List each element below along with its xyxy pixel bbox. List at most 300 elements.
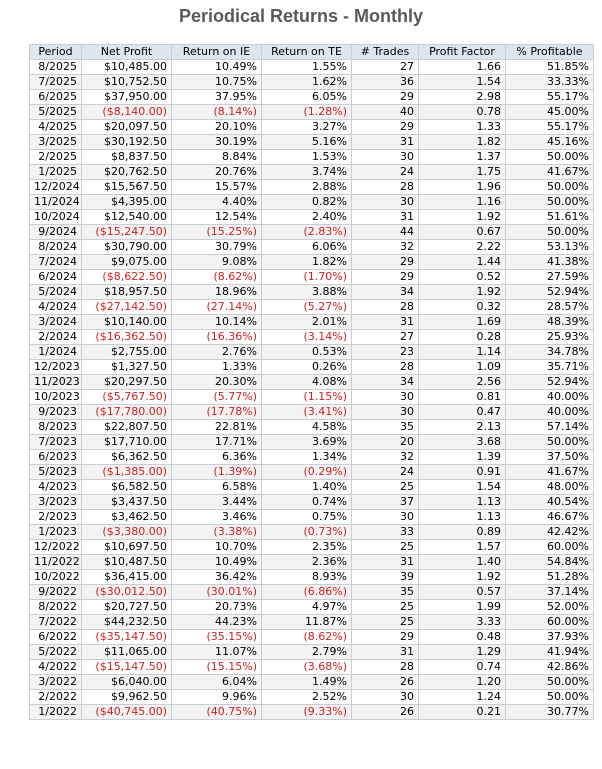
table-row <box>30 75 594 90</box>
trades-cell: 28 <box>352 300 419 315</box>
period-cell: 1/2025 <box>30 165 82 180</box>
period-cell: 8/2024 <box>30 240 82 255</box>
profit-factor-cell: 1.92 <box>419 570 506 585</box>
return-on-ie-cell: 17.71% <box>172 435 262 450</box>
net-profit-cell: ($1,385.00) <box>82 465 172 480</box>
return-on-te-cell: 2.52% <box>262 690 352 705</box>
net-profit-cell: $30,192.50 <box>82 135 172 150</box>
period-cell: 3/2025 <box>30 135 82 150</box>
return-on-te-cell: (1.70%) <box>262 270 352 285</box>
period-cell: 4/2023 <box>30 480 82 495</box>
table-row <box>30 420 594 435</box>
period-cell: 2/2022 <box>30 690 82 705</box>
return-on-ie-cell: 3.46% <box>172 510 262 525</box>
period-cell: 6/2022 <box>30 630 82 645</box>
trades-cell: 27 <box>352 60 419 75</box>
return-on-ie-cell: (8.14%) <box>172 105 262 120</box>
profit-factor-cell: 1.66 <box>419 60 506 75</box>
column-header-return-on-ie[interactable]: Return on IE <box>172 45 262 60</box>
return-on-ie-cell: 20.30% <box>172 375 262 390</box>
return-on-ie-cell: 44.23% <box>172 615 262 630</box>
net-profit-cell: $36,415.00 <box>82 570 172 585</box>
profit-factor-cell: 1.40 <box>419 555 506 570</box>
column-header-trades[interactable]: # Trades <box>352 45 419 60</box>
column-header-return-on-te[interactable]: Return on TE <box>262 45 352 60</box>
column-header-profit-factor[interactable]: Profit Factor <box>419 45 506 60</box>
table-row <box>30 480 594 495</box>
net-profit-cell: ($15,147.50) <box>82 660 172 675</box>
table-row <box>30 195 594 210</box>
percent-profitable-cell: 41.38% <box>506 255 594 270</box>
profit-factor-cell: 2.13 <box>419 420 506 435</box>
net-profit-cell: $30,790.00 <box>82 240 172 255</box>
return-on-te-cell: 1.49% <box>262 675 352 690</box>
period-cell: 7/2023 <box>30 435 82 450</box>
return-on-ie-cell: 12.54% <box>172 210 262 225</box>
profit-factor-cell: 0.28 <box>419 330 506 345</box>
net-profit-cell: $44,232.50 <box>82 615 172 630</box>
percent-profitable-cell: 50.00% <box>506 180 594 195</box>
table-row <box>30 150 594 165</box>
net-profit-cell: ($17,780.00) <box>82 405 172 420</box>
table-row <box>30 315 594 330</box>
table-row <box>30 180 594 195</box>
percent-profitable-cell: 52.94% <box>506 285 594 300</box>
net-profit-cell: $10,140.00 <box>82 315 172 330</box>
table-row <box>30 615 594 630</box>
percent-profitable-cell: 48.39% <box>506 315 594 330</box>
return-on-ie-cell: 10.49% <box>172 60 262 75</box>
percent-profitable-cell: 30.77% <box>506 705 594 720</box>
return-on-te-cell: 2.79% <box>262 645 352 660</box>
return-on-ie-cell: (15.25%) <box>172 225 262 240</box>
percent-profitable-cell: 46.67% <box>506 510 594 525</box>
net-profit-cell: ($16,362.50) <box>82 330 172 345</box>
profit-factor-cell: 1.09 <box>419 360 506 375</box>
return-on-te-cell: 1.40% <box>262 480 352 495</box>
return-on-te-cell: 4.97% <box>262 600 352 615</box>
table-row <box>30 585 594 600</box>
trades-cell: 23 <box>352 345 419 360</box>
table-row <box>30 270 594 285</box>
profit-factor-cell: 1.13 <box>419 495 506 510</box>
net-profit-cell: $17,710.00 <box>82 435 172 450</box>
table-row <box>30 105 594 120</box>
return-on-ie-cell: (27.14%) <box>172 300 262 315</box>
table-row <box>30 540 594 555</box>
trades-cell: 34 <box>352 375 419 390</box>
period-cell: 6/2025 <box>30 90 82 105</box>
net-profit-cell: ($30,012.50) <box>82 585 172 600</box>
trades-cell: 25 <box>352 480 419 495</box>
net-profit-cell: $2,755.00 <box>82 345 172 360</box>
profit-factor-cell: 0.32 <box>419 300 506 315</box>
return-on-te-cell: 8.93% <box>262 570 352 585</box>
net-profit-cell: ($15,247.50) <box>82 225 172 240</box>
return-on-ie-cell: 30.79% <box>172 240 262 255</box>
return-on-ie-cell: 20.10% <box>172 120 262 135</box>
return-on-te-cell: 2.36% <box>262 555 352 570</box>
return-on-te-cell: (5.27%) <box>262 300 352 315</box>
profit-factor-cell: 1.39 <box>419 450 506 465</box>
period-cell: 1/2024 <box>30 345 82 360</box>
return-on-ie-cell: 11.07% <box>172 645 262 660</box>
percent-profitable-cell: 52.94% <box>506 375 594 390</box>
return-on-te-cell: 6.05% <box>262 90 352 105</box>
percent-profitable-cell: 45.00% <box>506 105 594 120</box>
table-row <box>30 645 594 660</box>
percent-profitable-cell: 51.85% <box>506 60 594 75</box>
return-on-te-cell: (1.15%) <box>262 390 352 405</box>
percent-profitable-cell: 60.00% <box>506 615 594 630</box>
profit-factor-cell: 1.96 <box>419 180 506 195</box>
trades-cell: 24 <box>352 165 419 180</box>
profit-factor-cell: 0.81 <box>419 390 506 405</box>
net-profit-cell: ($8,140.00) <box>82 105 172 120</box>
profit-factor-cell: 0.74 <box>419 660 506 675</box>
return-on-te-cell: (3.41%) <box>262 405 352 420</box>
period-cell: 7/2025 <box>30 75 82 90</box>
percent-profitable-cell: 37.93% <box>506 630 594 645</box>
profit-factor-cell: 0.67 <box>419 225 506 240</box>
percent-profitable-cell: 40.00% <box>506 405 594 420</box>
percent-profitable-cell: 55.17% <box>506 90 594 105</box>
period-cell: 11/2022 <box>30 555 82 570</box>
percent-profitable-cell: 50.00% <box>506 675 594 690</box>
profit-factor-cell: 0.89 <box>419 525 506 540</box>
net-profit-cell: $6,362.50 <box>82 450 172 465</box>
trades-cell: 27 <box>352 330 419 345</box>
percent-profitable-cell: 51.61% <box>506 210 594 225</box>
period-cell: 11/2023 <box>30 375 82 390</box>
trades-cell: 44 <box>352 225 419 240</box>
period-cell: 2/2024 <box>30 330 82 345</box>
return-on-ie-cell: 8.84% <box>172 150 262 165</box>
table-row <box>30 240 594 255</box>
return-on-ie-cell: 10.49% <box>172 555 262 570</box>
trades-cell: 30 <box>352 405 419 420</box>
table-row <box>30 675 594 690</box>
profit-factor-cell: 1.20 <box>419 675 506 690</box>
percent-profitable-cell: 42.42% <box>506 525 594 540</box>
profit-factor-cell: 1.57 <box>419 540 506 555</box>
percent-profitable-cell: 37.50% <box>506 450 594 465</box>
return-on-ie-cell: 15.57% <box>172 180 262 195</box>
net-profit-cell: $12,540.00 <box>82 210 172 225</box>
table-row <box>30 705 594 720</box>
percent-profitable-cell: 53.13% <box>506 240 594 255</box>
net-profit-cell: ($5,767.50) <box>82 390 172 405</box>
percent-profitable-cell: 48.00% <box>506 480 594 495</box>
return-on-te-cell: 3.27% <box>262 120 352 135</box>
net-profit-cell: $3,437.50 <box>82 495 172 510</box>
trades-cell: 31 <box>352 555 419 570</box>
return-on-ie-cell: 20.73% <box>172 600 262 615</box>
return-on-te-cell: 0.53% <box>262 345 352 360</box>
percent-profitable-cell: 42.86% <box>506 660 594 675</box>
profit-factor-cell: 1.33 <box>419 120 506 135</box>
table-row <box>30 390 594 405</box>
period-cell: 11/2024 <box>30 195 82 210</box>
net-profit-cell: $9,962.50 <box>82 690 172 705</box>
return-on-te-cell: 0.75% <box>262 510 352 525</box>
period-cell: 5/2022 <box>30 645 82 660</box>
percent-profitable-cell: 54.84% <box>506 555 594 570</box>
return-on-ie-cell: 10.75% <box>172 75 262 90</box>
return-on-ie-cell: 3.44% <box>172 495 262 510</box>
net-profit-cell: $10,485.00 <box>82 60 172 75</box>
profit-factor-cell: 0.21 <box>419 705 506 720</box>
profit-factor-cell: 1.54 <box>419 75 506 90</box>
percent-profitable-cell: 40.00% <box>506 390 594 405</box>
profit-factor-cell: 1.92 <box>419 210 506 225</box>
return-on-ie-cell: (30.01%) <box>172 585 262 600</box>
period-cell: 3/2024 <box>30 315 82 330</box>
period-cell: 5/2024 <box>30 285 82 300</box>
table-row <box>30 255 594 270</box>
profit-factor-cell: 0.91 <box>419 465 506 480</box>
return-on-te-cell: (9.33%) <box>262 705 352 720</box>
profit-factor-cell: 1.29 <box>419 645 506 660</box>
profit-factor-cell: 1.16 <box>419 195 506 210</box>
percent-profitable-cell: 50.00% <box>506 435 594 450</box>
return-on-ie-cell: (35.15%) <box>172 630 262 645</box>
trades-cell: 24 <box>352 465 419 480</box>
profit-factor-cell: 1.13 <box>419 510 506 525</box>
return-on-ie-cell: 9.96% <box>172 690 262 705</box>
trades-cell: 31 <box>352 135 419 150</box>
net-profit-cell: $4,395.00 <box>82 195 172 210</box>
table-row <box>30 465 594 480</box>
trades-cell: 31 <box>352 645 419 660</box>
report-title: Periodical Returns - Monthly <box>178 6 424 26</box>
table-row <box>30 300 594 315</box>
return-on-ie-cell: (16.36%) <box>172 330 262 345</box>
period-cell: 3/2023 <box>30 495 82 510</box>
table-row <box>30 495 594 510</box>
return-on-ie-cell: 4.40% <box>172 195 262 210</box>
table-row <box>30 120 594 135</box>
return-on-te-cell: 2.40% <box>262 210 352 225</box>
table-row <box>30 165 594 180</box>
net-profit-cell: ($8,622.50) <box>82 270 172 285</box>
return-on-ie-cell: 37.95% <box>172 90 262 105</box>
table-row <box>30 525 594 540</box>
percent-profitable-cell: 55.17% <box>506 120 594 135</box>
period-cell: 2/2023 <box>30 510 82 525</box>
period-cell: 8/2023 <box>30 420 82 435</box>
table-row <box>30 345 594 360</box>
trades-cell: 30 <box>352 150 419 165</box>
trades-cell: 28 <box>352 660 419 675</box>
return-on-te-cell: (3.14%) <box>262 330 352 345</box>
trades-cell: 30 <box>352 510 419 525</box>
trades-cell: 31 <box>352 315 419 330</box>
column-header-net-profit[interactable]: Net Profit <box>82 45 172 60</box>
header-row <box>30 45 594 60</box>
net-profit-cell: $10,752.50 <box>82 75 172 90</box>
profit-factor-cell: 0.52 <box>419 270 506 285</box>
table-row <box>30 135 594 150</box>
return-on-te-cell: 4.08% <box>262 375 352 390</box>
return-on-te-cell: 3.74% <box>262 165 352 180</box>
return-on-te-cell: 0.74% <box>262 495 352 510</box>
net-profit-cell: $20,097.50 <box>82 120 172 135</box>
column-header-percent-profitable[interactable]: % Profitable <box>506 45 594 60</box>
return-on-te-cell: 3.88% <box>262 285 352 300</box>
return-on-ie-cell: 30.19% <box>172 135 262 150</box>
table-body <box>30 60 594 720</box>
period-cell: 10/2024 <box>30 210 82 225</box>
percent-profitable-cell: 37.14% <box>506 585 594 600</box>
return-on-ie-cell: 18.96% <box>172 285 262 300</box>
table-row <box>30 285 594 300</box>
return-on-ie-cell: 6.36% <box>172 450 262 465</box>
return-on-ie-cell: (15.15%) <box>172 660 262 675</box>
trades-cell: 30 <box>352 195 419 210</box>
net-profit-cell: $6,040.00 <box>82 675 172 690</box>
table-row <box>30 210 594 225</box>
percent-profitable-cell: 41.67% <box>506 465 594 480</box>
period-cell: 4/2025 <box>30 120 82 135</box>
period-cell: 7/2024 <box>30 255 82 270</box>
return-on-te-cell: 2.88% <box>262 180 352 195</box>
net-profit-cell: $20,297.50 <box>82 375 172 390</box>
percent-profitable-cell: 40.54% <box>506 495 594 510</box>
table-row <box>30 660 594 675</box>
profit-factor-cell: 1.92 <box>419 285 506 300</box>
table-row <box>30 510 594 525</box>
table-row <box>30 360 594 375</box>
trades-cell: 36 <box>352 75 419 90</box>
percent-profitable-cell: 34.78% <box>506 345 594 360</box>
profit-factor-cell: 1.99 <box>419 600 506 615</box>
percent-profitable-cell: 33.33% <box>506 75 594 90</box>
trades-cell: 25 <box>352 540 419 555</box>
percent-profitable-cell: 28.57% <box>506 300 594 315</box>
profit-factor-cell: 0.78 <box>419 105 506 120</box>
trades-cell: 30 <box>352 390 419 405</box>
net-profit-cell: $22,807.50 <box>82 420 172 435</box>
profit-factor-cell: 2.22 <box>419 240 506 255</box>
return-on-te-cell: 1.55% <box>262 60 352 75</box>
trades-cell: 28 <box>352 180 419 195</box>
period-cell: 7/2022 <box>30 615 82 630</box>
percent-profitable-cell: 57.14% <box>506 420 594 435</box>
trades-cell: 33 <box>352 525 419 540</box>
trades-cell: 29 <box>352 630 419 645</box>
trades-cell: 34 <box>352 285 419 300</box>
profit-factor-cell: 1.14 <box>419 345 506 360</box>
net-profit-cell: ($35,147.50) <box>82 630 172 645</box>
profit-factor-cell: 3.33 <box>419 615 506 630</box>
trades-cell: 26 <box>352 675 419 690</box>
return-on-ie-cell: (1.39%) <box>172 465 262 480</box>
period-cell: 5/2025 <box>30 105 82 120</box>
net-profit-cell: $8,837.50 <box>82 150 172 165</box>
return-on-te-cell: (3.68%) <box>262 660 352 675</box>
return-on-te-cell: 1.34% <box>262 450 352 465</box>
net-profit-cell: $3,462.50 <box>82 510 172 525</box>
profit-factor-cell: 0.47 <box>419 405 506 420</box>
trades-cell: 35 <box>352 420 419 435</box>
trades-cell: 25 <box>352 615 419 630</box>
period-cell: 8/2025 <box>30 60 82 75</box>
return-on-te-cell: (0.29%) <box>262 465 352 480</box>
profit-factor-cell: 1.37 <box>419 150 506 165</box>
trades-cell: 29 <box>352 270 419 285</box>
net-profit-cell: $15,567.50 <box>82 180 172 195</box>
return-on-te-cell: 1.82% <box>262 255 352 270</box>
net-profit-cell: $1,327.50 <box>82 360 172 375</box>
table-row <box>30 555 594 570</box>
percent-profitable-cell: 50.00% <box>506 690 594 705</box>
period-cell: 1/2022 <box>30 705 82 720</box>
percent-profitable-cell: 51.28% <box>506 570 594 585</box>
trades-cell: 35 <box>352 585 419 600</box>
profit-factor-cell: 1.69 <box>419 315 506 330</box>
trades-cell: 39 <box>352 570 419 585</box>
column-header-period[interactable]: Period <box>30 45 82 60</box>
net-profit-cell: $20,762.50 <box>82 165 172 180</box>
net-profit-cell: $18,957.50 <box>82 285 172 300</box>
return-on-te-cell: 1.62% <box>262 75 352 90</box>
net-profit-cell: $6,582.50 <box>82 480 172 495</box>
profit-factor-cell: 0.57 <box>419 585 506 600</box>
return-on-ie-cell: 10.14% <box>172 315 262 330</box>
table-row <box>30 405 594 420</box>
net-profit-cell: ($40,745.00) <box>82 705 172 720</box>
monthly-returns-table <box>29 44 594 720</box>
profit-factor-cell: 1.54 <box>419 480 506 495</box>
return-on-ie-cell: 22.81% <box>172 420 262 435</box>
return-on-te-cell: 1.53% <box>262 150 352 165</box>
net-profit-cell: $9,075.00 <box>82 255 172 270</box>
period-cell: 9/2024 <box>30 225 82 240</box>
percent-profitable-cell: 50.00% <box>506 195 594 210</box>
period-cell: 4/2022 <box>30 660 82 675</box>
net-profit-cell: $20,727.50 <box>82 600 172 615</box>
return-on-ie-cell: (5.77%) <box>172 390 262 405</box>
return-on-te-cell: 6.06% <box>262 240 352 255</box>
profit-factor-cell: 3.68 <box>419 435 506 450</box>
period-cell: 10/2023 <box>30 390 82 405</box>
return-on-te-cell: 11.87% <box>262 615 352 630</box>
period-cell: 12/2023 <box>30 360 82 375</box>
percent-profitable-cell: 50.00% <box>506 150 594 165</box>
percent-profitable-cell: 25.93% <box>506 330 594 345</box>
net-profit-cell: ($27,142.50) <box>82 300 172 315</box>
return-on-te-cell: (1.28%) <box>262 105 352 120</box>
period-cell: 12/2024 <box>30 180 82 195</box>
trades-cell: 29 <box>352 90 419 105</box>
trades-cell: 28 <box>352 360 419 375</box>
return-on-te-cell: 4.58% <box>262 420 352 435</box>
return-on-ie-cell: 36.42% <box>172 570 262 585</box>
trades-cell: 26 <box>352 705 419 720</box>
period-cell: 12/2022 <box>30 540 82 555</box>
trades-cell: 29 <box>352 120 419 135</box>
return-on-te-cell: (0.73%) <box>262 525 352 540</box>
period-cell: 10/2022 <box>30 570 82 585</box>
return-on-ie-cell: (8.62%) <box>172 270 262 285</box>
trades-cell: 29 <box>352 255 419 270</box>
trades-cell: 32 <box>352 450 419 465</box>
return-on-te-cell: 0.82% <box>262 195 352 210</box>
return-on-te-cell: 2.01% <box>262 315 352 330</box>
table-row <box>30 630 594 645</box>
return-on-te-cell: 2.35% <box>262 540 352 555</box>
